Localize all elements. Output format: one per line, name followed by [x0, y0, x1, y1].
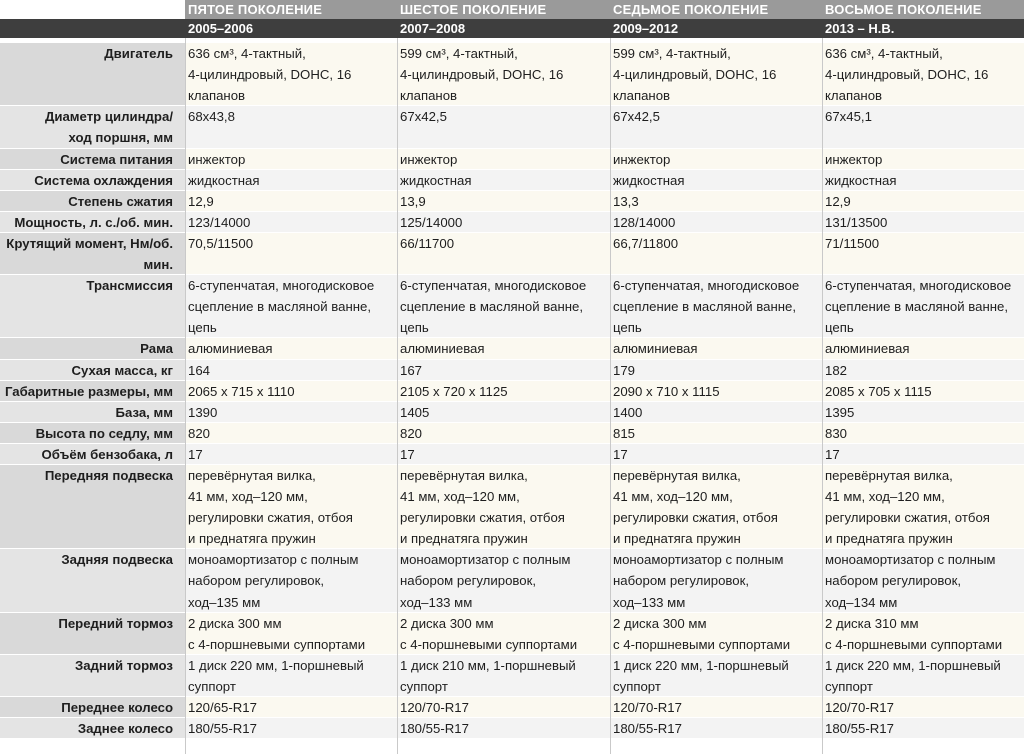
- row-label: [0, 233, 185, 275]
- generation-name: СЕДЬМОЕ ПОКОЛЕНИЕ: [610, 0, 822, 19]
- spec-value-gen-8: инжектор: [822, 149, 1024, 170]
- row-label-text: База, мм: [115, 404, 173, 420]
- header-blank-bottom: [0, 19, 185, 38]
- spec-value-gen-6: жидкостная: [397, 170, 610, 191]
- spec-value-gen-7: 120/70-R17: [610, 697, 822, 718]
- spec-value-gen-8: 131/13500: [822, 212, 1024, 233]
- row-label-text: Система охлаждения: [34, 172, 173, 188]
- table-row: [0, 191, 1024, 212]
- spec-value-gen-5: 2065 x 715 x 1110: [185, 381, 397, 402]
- spec-value-gen-8: 2085 x 705 x 1115: [822, 381, 1024, 402]
- row-label: [0, 212, 185, 233]
- table-row: [0, 275, 1024, 338]
- spec-value-gen-5: 636 см³, 4-тактный, 4-цилиндровый, DOHC, 16 клапанов: [185, 43, 397, 106]
- table-row: [0, 212, 1024, 233]
- spec-value-gen-7: жидкостная: [610, 170, 822, 191]
- generation-years: 2007–2008: [397, 19, 610, 38]
- row-label-text: Габаритные размеры, мм: [5, 383, 173, 399]
- table-row: [0, 718, 1024, 739]
- spec-value-gen-8: 1 диск 220 мм, 1-поршневый суппорт: [822, 655, 1024, 697]
- row-label-text: Передний тормоз: [58, 615, 173, 631]
- spec-value-gen-5: жидкостная: [185, 170, 397, 191]
- header-blank-top: [0, 0, 185, 19]
- spec-value-gen-8: 71/11500: [822, 233, 1024, 275]
- row-label-text: Сухая масса, кг: [71, 362, 173, 378]
- spec-value-gen-5: 6-ступенчатая, многодисковое сцепление в масляной ванне, цепь: [185, 275, 397, 338]
- spec-value-gen-6: 180/55-R17: [397, 718, 610, 739]
- column-divider: [610, 38, 611, 754]
- spec-value-gen-6: 599 см³, 4-тактный, 4-цилиндровый, DOHC, 16 клапанов: [397, 43, 610, 106]
- row-label-text: Передняя подвеска: [44, 468, 173, 483]
- row-label: [0, 549, 185, 612]
- spec-value-gen-8: перевёрнутая вилка, 41 мм, ход–120 мм, регулировки сжатия, отбоя и преднатяга пружин: [822, 465, 1024, 549]
- table-row: [0, 465, 1024, 549]
- spec-value-gen-6: 1 диск 210 мм, 1-поршневый суппорт: [397, 655, 610, 697]
- row-label: [0, 697, 185, 718]
- spec-value-gen-5: 1390: [185, 402, 397, 423]
- row-label: [0, 275, 185, 338]
- spec-value-gen-6: 1405: [397, 402, 610, 423]
- spec-value-gen-8: 17: [822, 444, 1024, 465]
- row-label-text: Рама: [140, 341, 173, 357]
- row-label-text: Мощность, л. с./об. мин.: [14, 214, 173, 230]
- spec-value-gen-6: 6-ступенчатая, многодисковое сцепление в масляной ванне, цепь: [397, 275, 610, 338]
- spec-value-gen-8: 6-ступенчатая, многодисковое сцепление в масляной ванне, цепь: [822, 275, 1024, 338]
- generation-years: 2009–2012: [610, 19, 822, 38]
- spec-value-gen-5: алюминиевая: [185, 338, 397, 359]
- generation-name: ПЯТОЕ ПОКОЛЕНИЕ: [185, 0, 397, 19]
- spec-value-gen-7: 6-ступенчатая, многодисковое сцепление в масляной ванне, цепь: [610, 275, 822, 338]
- spec-value-gen-7: 66,7/11800: [610, 233, 822, 275]
- spec-value-gen-5: 17: [185, 444, 397, 465]
- row-label: [0, 613, 185, 655]
- spec-value-gen-5: 180/55-R17: [185, 718, 397, 739]
- row-divider: [0, 738, 1024, 739]
- header-generation-6: [397, 0, 610, 38]
- header-generation-7: [610, 0, 822, 38]
- row-label-text: Заднее колесо: [77, 721, 173, 737]
- spec-value-gen-6: алюминиевая: [397, 338, 610, 359]
- row-label-text: Объём бензобака, л: [41, 446, 173, 462]
- table-row: [0, 233, 1024, 275]
- header-generation-5: [185, 0, 397, 38]
- spec-value-gen-8: 12,9: [822, 191, 1024, 212]
- row-label: [0, 106, 185, 148]
- table-row: [0, 402, 1024, 423]
- row-label-text: Высота по седлу, мм: [35, 425, 173, 441]
- row-label: [0, 402, 185, 423]
- header-generation-8: [822, 0, 1024, 38]
- spec-value-gen-8: 120/70-R17: [822, 697, 1024, 718]
- table-row: [0, 444, 1024, 465]
- row-label: [0, 444, 185, 465]
- spec-value-gen-7: 2 диска 300 мм с 4-поршневыми суппортами: [610, 613, 822, 655]
- row-label: [0, 149, 185, 170]
- row-label-text: Задний тормоз: [74, 657, 173, 673]
- spec-value-gen-6: 13,9: [397, 191, 610, 212]
- spec-value-gen-8: 830: [822, 423, 1024, 444]
- spec-value-gen-8: моноамортизатор с полным набором регулировок, ход–134 мм: [822, 549, 1024, 612]
- spec-value-gen-5: инжектор: [185, 149, 397, 170]
- generation-name: ШЕСТОЕ ПОКОЛЕНИЕ: [397, 0, 610, 19]
- spec-value-gen-8: жидкостная: [822, 170, 1024, 191]
- row-label: [0, 718, 185, 739]
- row-label-text: Задняя подвеска: [61, 552, 173, 568]
- spec-value-gen-8: 636 см³, 4-тактный, 4-цилиндровый, DOHC, 16 клапанов: [822, 43, 1024, 106]
- spec-value-gen-7: инжектор: [610, 149, 822, 170]
- row-label: [0, 170, 185, 191]
- column-divider: [397, 38, 398, 754]
- table-row: [0, 655, 1024, 697]
- spec-value-gen-6: 167: [397, 360, 610, 381]
- row-label: [0, 191, 185, 212]
- spec-value-gen-6: 820: [397, 423, 610, 444]
- spec-value-gen-7: 13,3: [610, 191, 822, 212]
- row-label-text: Степень сжатия: [68, 193, 173, 209]
- spec-value-gen-6: 2 диска 300 мм с 4-поршневыми суппортами: [397, 613, 610, 655]
- table-row: [0, 43, 1024, 106]
- spec-value-gen-7: 128/14000: [610, 212, 822, 233]
- table-row: [0, 106, 1024, 148]
- spec-value-gen-7: 180/55-R17: [610, 718, 822, 739]
- spec-value-gen-7: 815: [610, 423, 822, 444]
- spec-value-gen-6: 120/70-R17: [397, 697, 610, 718]
- spec-value-gen-7: 2090 x 710 x 1115: [610, 381, 822, 402]
- row-label: [0, 465, 185, 549]
- row-label: [0, 360, 185, 381]
- row-label-text: Система питания: [60, 151, 173, 167]
- spec-value-gen-5: 820: [185, 423, 397, 444]
- row-label: [0, 43, 185, 106]
- table-row: [0, 360, 1024, 381]
- spec-value-gen-7: моноамортизатор с полным набором регулировок, ход–133 мм: [610, 549, 822, 612]
- generation-years: 2013 – Н.В.: [822, 19, 1024, 38]
- spec-value-gen-6: 66/11700: [397, 233, 610, 275]
- spec-value-gen-8: 2 диска 310 мм с 4-поршневыми суппортами: [822, 613, 1024, 655]
- spec-value-gen-7: 179: [610, 360, 822, 381]
- spec-value-gen-5: перевёрнутая вилка, 41 мм, ход–120 мм, регулировки сжатия, отбоя и преднатяга пружин: [185, 465, 397, 549]
- spec-value-gen-5: 164: [185, 360, 397, 381]
- row-label-text: Двигатель: [104, 46, 173, 61]
- spec-value-gen-6: 125/14000: [397, 212, 610, 233]
- table-row: [0, 338, 1024, 359]
- row-label: [0, 338, 185, 359]
- row-label-text: Диаметр цилиндра/ ход поршня, мм: [44, 109, 173, 146]
- column-divider: [185, 38, 186, 754]
- spec-value-gen-7: 67x42,5: [610, 106, 822, 148]
- spec-value-gen-6: моноамортизатор с полным набором регулировок, ход–133 мм: [397, 549, 610, 612]
- spec-value-gen-6: инжектор: [397, 149, 610, 170]
- row-label: [0, 423, 185, 444]
- table-row: [0, 423, 1024, 444]
- spec-value-gen-5: моноамортизатор с полным набором регулировок, ход–135 мм: [185, 549, 397, 612]
- table-row: [0, 170, 1024, 191]
- spec-value-gen-7: алюминиевая: [610, 338, 822, 359]
- spec-value-gen-7: 17: [610, 444, 822, 465]
- spec-value-gen-5: 123/14000: [185, 212, 397, 233]
- generation-years: 2005–2006: [185, 19, 397, 38]
- spec-value-gen-5: 12,9: [185, 191, 397, 212]
- spec-value-gen-8: алюминиевая: [822, 338, 1024, 359]
- table-row: [0, 549, 1024, 612]
- row-label: [0, 655, 185, 697]
- spec-value-gen-7: 1400: [610, 402, 822, 423]
- spec-value-gen-6: 2105 x 720 x 1125: [397, 381, 610, 402]
- row-label-text: Переднее колесо: [61, 700, 173, 716]
- spec-value-gen-5: 2 диска 300 мм с 4-поршневыми суппортами: [185, 613, 397, 655]
- spec-value-gen-7: 599 см³, 4-тактный, 4-цилиндровый, DOHC, 16 клапанов: [610, 43, 822, 106]
- row-label: [0, 381, 185, 402]
- row-label-text: Трансмиссия: [86, 278, 173, 294]
- spec-value-gen-8: 1395: [822, 402, 1024, 423]
- spec-value-gen-5: 68x43,8: [185, 106, 397, 148]
- spec-value-gen-6: 17: [397, 444, 610, 465]
- spec-value-gen-6: перевёрнутая вилка, 41 мм, ход–120 мм, регулировки сжатия, отбоя и преднатяга пружин: [397, 465, 610, 549]
- spec-value-gen-5: 70,5/11500: [185, 233, 397, 275]
- spec-value-gen-8: 182: [822, 360, 1024, 381]
- generation-name: ВОСЬМОЕ ПОКОЛЕНИЕ: [822, 0, 1024, 19]
- row-label-text: Крутящий момент, Нм/об. мин.: [6, 235, 173, 272]
- spec-value-gen-7: перевёрнутая вилка, 41 мм, ход–120 мм, регулировки сжатия, отбоя и преднатяга пружин: [610, 465, 822, 549]
- spec-value-gen-6: 67x42,5: [397, 106, 610, 148]
- table-row: [0, 613, 1024, 655]
- spec-value-gen-5: 1 диск 220 мм, 1-поршневый суппорт: [185, 655, 397, 697]
- table-row: [0, 149, 1024, 170]
- spec-value-gen-8: 180/55-R17: [822, 718, 1024, 739]
- spec-value-gen-8: 67x45,1: [822, 106, 1024, 148]
- spec-value-gen-7: 1 диск 220 мм, 1-поршневый суппорт: [610, 655, 822, 697]
- column-divider: [822, 38, 823, 754]
- table-row: [0, 381, 1024, 402]
- spec-value-gen-5: 120/65-R17: [185, 697, 397, 718]
- table-row: [0, 697, 1024, 718]
